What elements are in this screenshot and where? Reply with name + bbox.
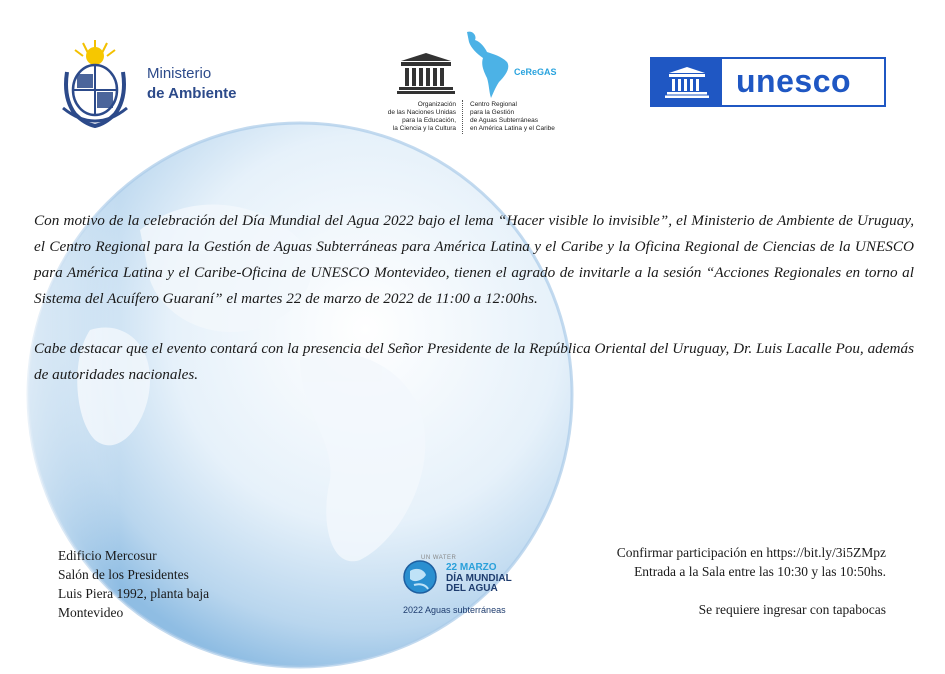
unesco-org-name (360, 101, 456, 133)
ceregas-name: CeReGAS (514, 67, 557, 77)
unesco-org-line: Organización (417, 101, 456, 108)
uruguay-coat-of-arms-logo (55, 38, 135, 130)
ceregas-description (470, 101, 580, 133)
un-water-wordmark: UN WATER (421, 555, 457, 561)
ceregas-desc-line: para la Gestión (470, 109, 515, 116)
address-line: Edificio Mercosur (58, 548, 157, 563)
logo-divider (462, 100, 464, 134)
rsvp-info (617, 543, 886, 619)
spacer (617, 581, 886, 600)
unesco-temple-logo (397, 52, 455, 94)
ministry-name (147, 64, 236, 104)
invitation-paragraph: Cabe destacar que el evento contará con la presencia del Señor Presidente de la República Oriental del Uruguay, Dr. Luis Lacalle Pou, además de autoridades nacionales. (34, 340, 914, 383)
ceregas-desc-line: de Aguas Subterráneas (470, 117, 538, 124)
water-day-title-line: DÍA MUNDIAL (446, 573, 512, 584)
address-line: Montevideo (58, 605, 124, 620)
ceregas-latin-america-map-logo (463, 28, 523, 100)
ministry-name-line2: de Ambiente (147, 85, 237, 102)
invitation-body (34, 208, 914, 412)
rsvp-confirm-link[interactable]: Confirmar participación en https://bit.ly/3i5ZMpz (616, 545, 886, 560)
rsvp-entry-time: Entrada a la Sala entre las 10:30 y las 10:50hs. (634, 564, 886, 579)
unesco-org-line: para la Educación, (402, 117, 456, 124)
invitation-paragraph: Con motivo de la celebración del Día Mundial del Agua 2022 bajo el lema “Hacer visible lo invisible”, el Ministerio de Ambiente de Uruguay, el Centro Regional para la Gestión de Aguas Subterráneas para América Latina y el Caribe y la Oficina Regional de Ciencias de la UNESCO para América Latina y el Caribe-Oficina de UNESCO Montevideo, tienen el agrado de invitarle a la sesión “Acciones Regionales en torno al Sistema del Acuífero Guaraní” el martes 22 de marzo de 2022 de 11:00 a 12:00hs. (34, 212, 914, 307)
address-line: Luis Piera 1992, planta baja (58, 586, 210, 601)
unesco-logo (650, 57, 886, 107)
address-line: Salón de los Presidentes (58, 567, 189, 582)
ministry-name-line1: Ministerio (147, 65, 212, 82)
ceregas-desc-line: en América Latina y el Caribe (470, 125, 555, 132)
unesco-temple-block (652, 59, 722, 105)
water-day-title-line: DEL AGUA (446, 583, 498, 594)
unesco-org-line: de las Naciones Unidas (387, 109, 456, 116)
unesco-temple-icon (652, 59, 722, 105)
water-day-title (446, 574, 512, 594)
event-address (58, 546, 209, 622)
water-day-subtitle: 2022 Aguas subterráneas (403, 605, 506, 615)
unesco-org-line: la Ciencia y la Cultura (392, 125, 456, 132)
unesco-wordmark: unesco (736, 63, 852, 99)
rsvp-mask-requirement: Se requiere ingresar con tapabocas (698, 602, 886, 617)
water-day-date: 22 MARZO (446, 562, 497, 573)
ceregas-desc-line: Centro Regional (470, 101, 517, 108)
